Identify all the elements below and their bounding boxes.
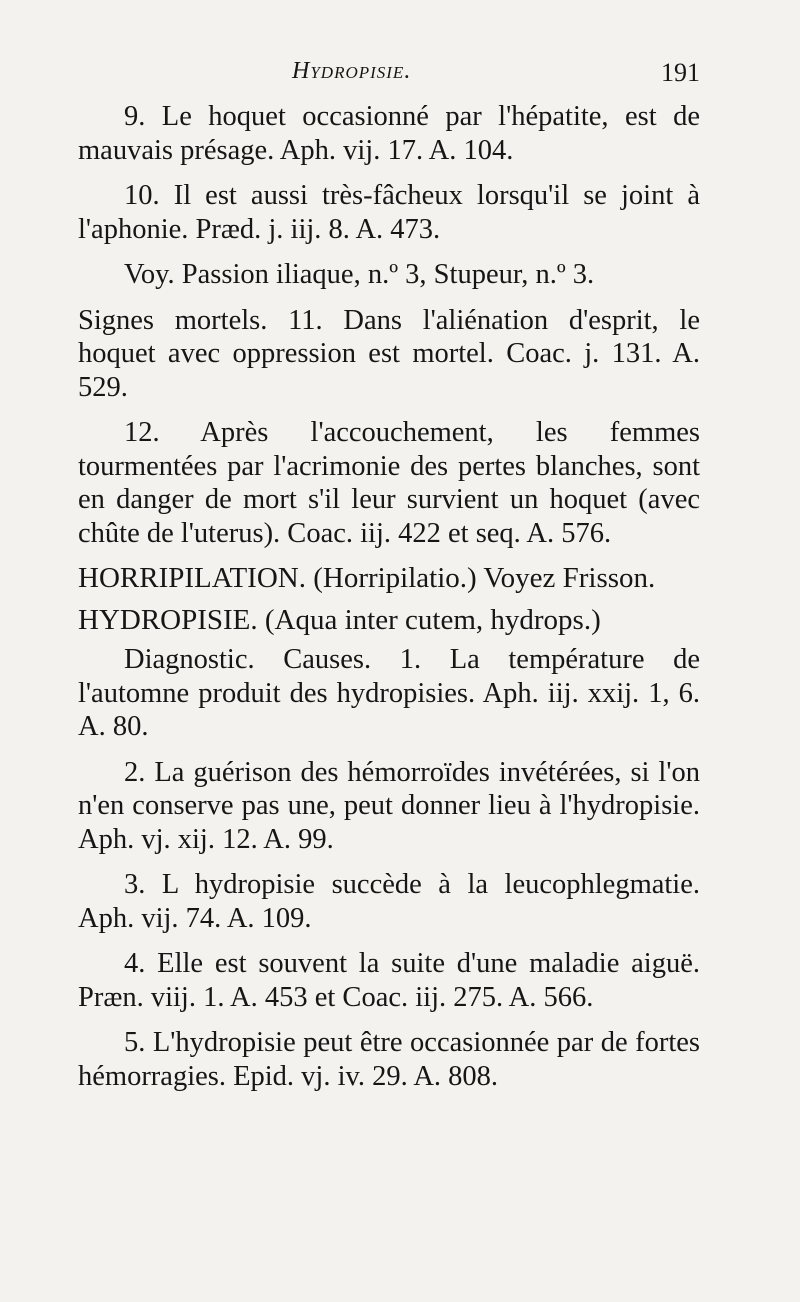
paragraph-3: 3. L hydropisie succède à la leucophlegmatie. Aph. vij. 74. A. 109. [78,869,700,934]
paragraph-11: Signes mortels. 11. Dans l'aliénation d'esprit, le hoquet avec oppression est mortel. Coac. j. 131. A. 529. [78,304,700,403]
paragraph-4: 4. Elle est souvent la suite d'une maladie aiguë. Præn. viij. 1. A. 453 et Coac. iij. 275. A. 566. [78,948,700,1013]
entry-horripilation: HORRIPILATION. (Horripilatio.) Voyez Frisson. [78,562,656,594]
page-number: 191 [661,58,700,87]
see-also-reference: Voy. Passion iliaque, n.º 3, Stupeur, n.º 3. [124,259,595,290]
paragraph-12: 12. Après l'accouchement, les femmes tourmentées par l'acrimonie des pertes blanches, sont en danger de mort s'il leur survient un hoquet (avec chûte de l'uterus). Coac. iij. 422 et seq. A. 576. [78,417,700,549]
diagnostic-paragraph-1: Diagnostic. Causes. 1. La température de l'automne produit des hydropisies. Aph. iij. xxij. 1, 6. A. 80. [78,644,700,742]
page-header [80,58,700,98]
paragraph-5: 5. L'hydropisie peut être occasionnée par de fortes hémorragies. Epid. vj. iv. 29. A. 808. [78,1027,700,1092]
paragraph-9: 9. Le hoquet occasionné par l'hépatite, est de mauvais présage. Aph. vij. 17. A. 104. [78,101,700,166]
paragraph-10: 10. Il est aussi très-fâcheux lorsqu'il se joint à l'aphonie. Præd. j. iij. 8. A. 473. [78,180,700,245]
entry-hydropisie: HYDROPISIE. (Aqua inter cutem, hydrops.) [78,603,601,636]
running-head: Hydropisie. [292,58,412,84]
body-text [78,100,700,1105]
paragraph-2: 2. La guérison des hémorroïdes invétérées, si l'on n'en conserve pas une, peut donner lieu à l'hydropisie. Aph. vj. xij. 12. A. 99. [78,756,700,855]
